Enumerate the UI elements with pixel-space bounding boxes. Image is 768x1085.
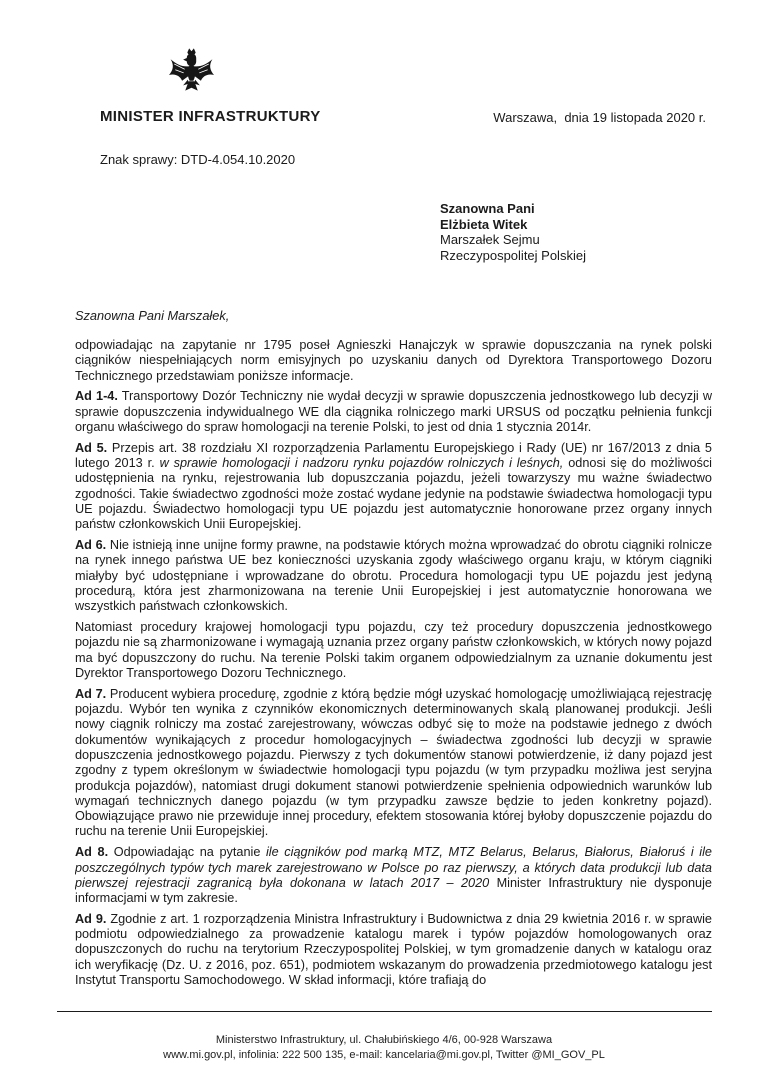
footer-divider [57,1011,712,1012]
body-paragraph: Ad 8. Odpowiadając na pytanie ile ciągników pod marką MTZ, MTZ Belarus, Belarus, Białorus, Białoruś i ile poszczególnych typów tych marek zarejestrowano w Polsce po raz pierwszy, a których data produkcji lub data pierwszej rejestracji zagranicą była dokonana w latach 2017 – 2020 Minister Infrastruktury nie dysponuje informacjami w tym zakresie. [75,845,712,906]
body-paragraph: Natomiast procedury krajowej homologacji typu pojazdu, czy też procedury dopuszczenia jednostkowego pojazdu nie są zharmonizowane i wymagają uznania przez organy państw członkowskich, w których nowy pojazd ma być dopuszczony do ruchu. Na terenie Polski takim organem odpowiedzialnym za uznanie dokumentu jest Dyrektor Transportowego Dozoru Technicznego. [75,620,712,680]
body-paragraph: Ad 1-4. Transportowy Dozór Techniczny nie wydał decyzji w sprawie dopuszczenia jednostkowego lub decyzji w sprawie dopuszczenia indywidualnego WE dla ciągnika rolniczego marki URSUS od początku pełnienia funkcji organu właściwego do spraw homologacji na terenie Polski, to jest od dnia 1 stycznia 2014r. [75,389,712,434]
body-paragraph: Ad 7. Producent wybiera procedurę, zgodnie z którą będzie mógł uzyskać homologację umożliwiającą rejestrację pojazdu. Wybór ten wynika z czynników ekonomicznych determinowanych skalą planowanej produkcji. Jeśli nowy ciągnik rolniczy ma zostać zarejestrowany, wówczas odbyć się to może na podstawie jednego z dwóch dokumentów wynikających z procedur homologacyjnych – świadectwa zgodności lub decyzji w sprawie dopuszczenia jednostkowego pojazdu. Pierwszy z tych dokumentów stanowi potwierdzenie, iż dany pojazd jest zgodny z typem określonym w świadectwie homologacji typu pojazdu (w tym przypadku możliwa jest seryjna produkcja pojazdów), natomiast drugi dokument stanowi potwierdzenie spełnienia odpowiednich warunków lub wymagań technicznych danego pojazdu (w tym przypadku zawsze będzie to jeden konkretny pojazd). Obowiązujące prawo nie przewiduje innej procedury, efektem stosowania której byłoby dopuszczenie pojazdu do ruchu na terenie Unii Europejskiej. [75,686,712,839]
body-paragraph: Ad 5. Przepis art. 38 rozdziału XI rozporządzenia Parlamentu Europejskiego i Rady (UE) nr 167/2013 z dnia 5 lutego 2013 r. w sprawie homologacji i nadzoru rynku pojazdów rolniczych i leśnych, odnosi się do możliwości udostępnienia na rynku, rejestrowania lub dopuszczania pojazdu, jeżeli towarzyszy mu ważne świadectwo zgodności. Takie świadectwo zgodności może zostać wydane jedynie na podstawie świadectwa homologacji typu UE pojazdu. Świadectwo homologacji typu UE pojazdu jest automatycznie honorowane przez organy innych państw członkowskich Unii Europejskiej. [75,440,712,532]
footer-address-line: Ministerstwo Infrastruktury, ul. Chałubińskiego 4/6, 00-928 Warszawa [215,1034,553,1046]
letter-body [75,338,712,1010]
footer [0,1033,768,1063]
body-paragraph: odpowiadając na zapytanie nr 1795 poseł Agnieszki Hanajczyk w sprawie dopuszczania na rynek polski ciągników niespełniających norm emisyjnych po uzyskaniu danych od Dyrektora Transportowego Dozoru Technicznego przedstawiam poniższe informacje. [75,338,712,383]
recipient-block [440,201,586,263]
recipient-line: Szanowna Pani [440,201,535,216]
polish-eagle-icon [168,46,215,105]
body-paragraph: Ad 9. Zgodnie z art. 1 rozporządzenia Ministra Infrastruktury i Budownictwa z dnia 29 kwietnia 2016 r. w sprawie podmiotu odpowiedzialnego za prowadzenie katalogu marek i typów pojazdów homologowanych oraz dopuszczonych do ruchu na terytorium Rzeczypospolitej Polskiej, w tym gromadzenie danych w katalogu oraz ich weryfikację (Dz. U. z 2016, poz. 651), podmiotem wskazanym do prowadzenia przedmiotowego katalogu jest Instytut Transportu Samochodowego. W skład informacji, które trafiają do [75,911,712,988]
case-number: Znak sprawy: DTD-4.054.10.2020 [100,152,296,167]
recipient-line: Elżbieta Witek [440,216,528,232]
body-paragraph: Ad 6. Nie istnieją inne unijne formy prawne, na podstawie których można wprowadzać do obrotu ciągniki rolnicze na rynek innego państwa UE bez konieczności uzyskania zgody właściwego organu kraju, w którym ciągniki miałyby być udostępniane i wprowadzane do obrotu. Procedura homologacji typu UE pojazdu jest jedyną procedurą, która jest zharmonizowana na terenie Unii Europejskiej i jest automatycznie honorowana we wszystkich państwach członkowskich. [75,538,712,614]
footer-contact-line: www.mi.gov.pl, infolinia: 222 500 135, e-mail: kancelaria@mi.gov.pl, Twitter @MI_GOV_PL [163,1049,605,1061]
recipient-line: Rzeczypospolitej Polskiej [440,247,586,263]
ministry-title: MINISTER INFRASTRUKTURY [100,108,321,125]
recipient-line: Marszałek Sejmu [440,232,540,248]
salutation: Szanowna Pani Marszałek, [75,308,230,323]
place-and-date: Warszawa, dnia 19 listopada 2020 r. [493,110,706,125]
